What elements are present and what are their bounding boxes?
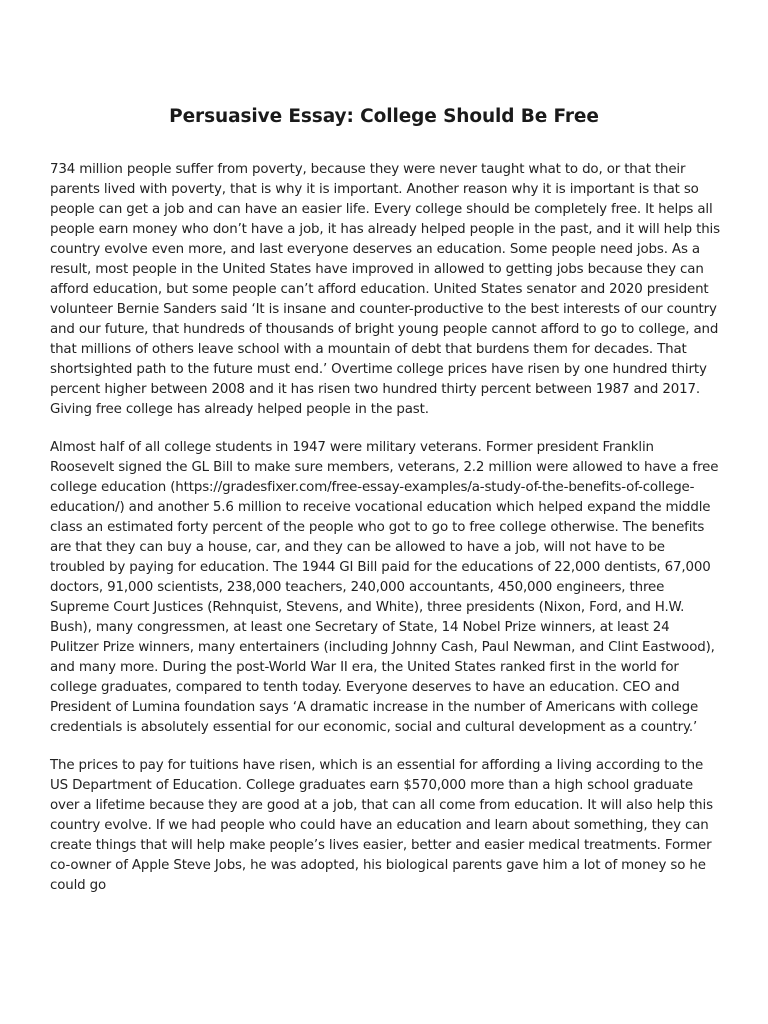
essay-body xyxy=(50,160,720,914)
paragraph-2: Almost half of all college students in 1947 were military veterans. Former president Franklin Roosevelt signed the GL Bill to make sure members, veterans, 2.2 million were allowed to have a free college education (https://gradesfixer.com/free-essay-examples/a-study-of-the-benefits-of-college-education/) and another 5.6 million to receive vocational education which helped expand the middle class an estimated forty percent of the people who got to go to free college otherwise. The benefits are that they can buy a house, car, and they can be allowed to have a job, will not have to be troubled by paying for education. The 1944 GI Bill paid for the educations of 22,000 dentists, 67,000 doctors, 91,000 scientists, 238,000 teachers, 240,000 accountants, 450,000 engineers, three Supreme Court Justices (Rehnquist, Stevens, and White), three presidents (Nixon, Ford, and H.W. Bush), many congressmen, at least one Secretary of State, 14 Nobel Prize winners, at least 24 Pulitzer Prize winners, many entertainers (including Johnny Cash, Paul Newman, and Clint Eastwood), and many more. During the post-World War II era, the United States ranked first in the world for college graduates, compared to tenth today. Everyone deserves to have an education. CEO and President of Lumina foundation says ‘A dramatic increase in the number of Americans with college credentials is absolutely essential for our economic, social and cultural development as a country.’ xyxy=(50,440,719,735)
paragraph-3: The prices to pay for tuitions have risen, which is an essential for affording a living according to the US Department of Education. College graduates earn $570,000 more than a high school graduate over a lifetime because they are good at a job, that can all come from education. It will also help this country evolve. If we had people who could have an education and learn about something, they can create things that will help make people’s lives easier, better and easier medical treatments. Former co-owner of Apple Steve Jobs, he was adopted, his biological parents gave him a lot of money so he could go xyxy=(50,758,713,893)
essay-title: Persuasive Essay: College Should Be Free xyxy=(169,106,599,127)
paragraph-1: 734 million people suffer from poverty, because they were never taught what to do, or that their parents lived with poverty, that is why it is important. Another reason why it is important is that so people can get a job and can have an easier life. Every college should be completely free. It helps all people earn money who don’t have a job, it has already helped people in the past, and it will help this country evolve even more, and last everyone deserves an education. Some people need jobs. As a result, most people in the United States have improved in allowed to getting jobs because they can afford education, but some people can’t afford education. United States senator and 2020 president volunteer Bernie Sanders said ‘It is insane and counter-productive to the best interests of our country and our future, that hundreds of thousands of bright young people cannot afford to go to college, and that millions of others leave school with a mountain of debt that burdens them for decades. That shortsighted path to the future must end.’ Overtime college prices have risen by one hundred thirty percent higher between 2008 and it has risen two hundred thirty percent between 1987 and 2017. Giving free college has already helped people in the past. xyxy=(50,162,720,417)
